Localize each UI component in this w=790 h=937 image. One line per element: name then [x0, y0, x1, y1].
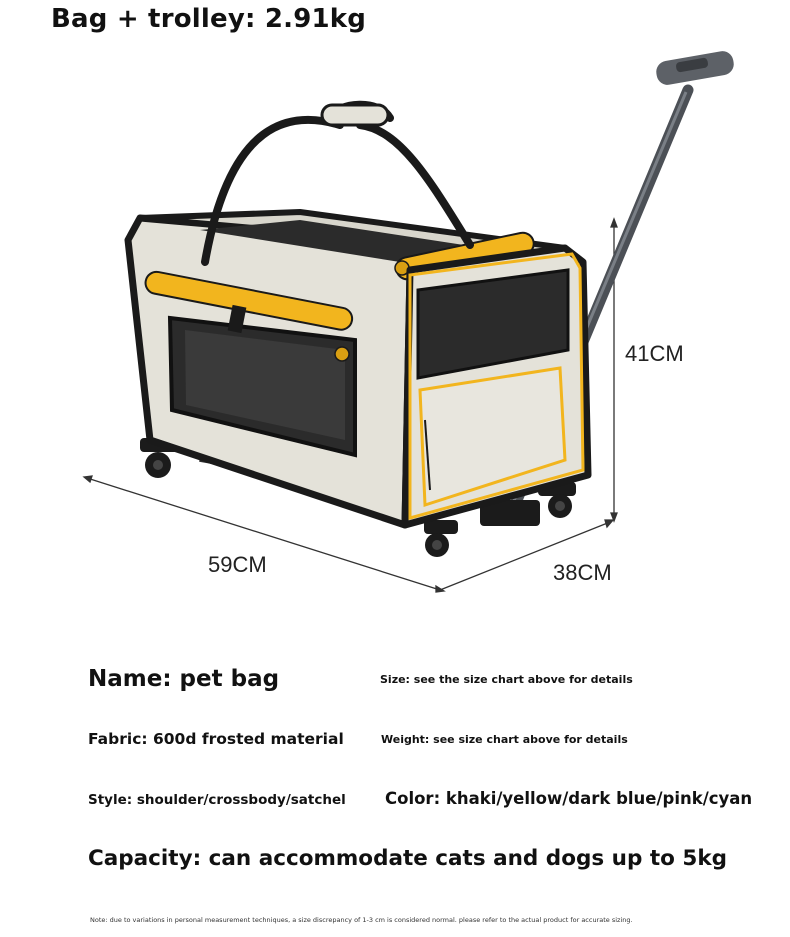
spec-color: Color: khaki/yellow/dark blue/pink/cyan [385, 789, 753, 808]
spec-size: Size: see the size chart above for details [380, 673, 633, 686]
spec-fabric: Fabric: 600d frosted material [88, 730, 344, 748]
spec-weight: Weight: see size chart above for details [381, 733, 628, 746]
height-dimension-label: 41CM [625, 341, 684, 366]
pet-bag-trolley-image [0, 40, 790, 640]
bag-side-panel [405, 248, 588, 525]
spec-capacity: Capacity: can accommodate cats and dogs up to 5kg [88, 846, 728, 871]
spec-style: Style: shoulder/crossbody/satchel [88, 792, 346, 808]
measurement-footnote: Note: due to variations in personal measurement techniques, a size discrepancy of 1-3 cm is considered normal. please refer to the actual product for accurate sizing. [90, 916, 633, 924]
spec-name: Name: pet bag [88, 666, 280, 692]
bag-front-panel [128, 218, 410, 525]
width-dimension-label: 38CM [553, 560, 612, 585]
length-dimension-label: 59CM [208, 552, 267, 577]
weight-headline: Bag + trolley: 2.91kg [51, 4, 367, 34]
handle-grip [322, 105, 388, 125]
